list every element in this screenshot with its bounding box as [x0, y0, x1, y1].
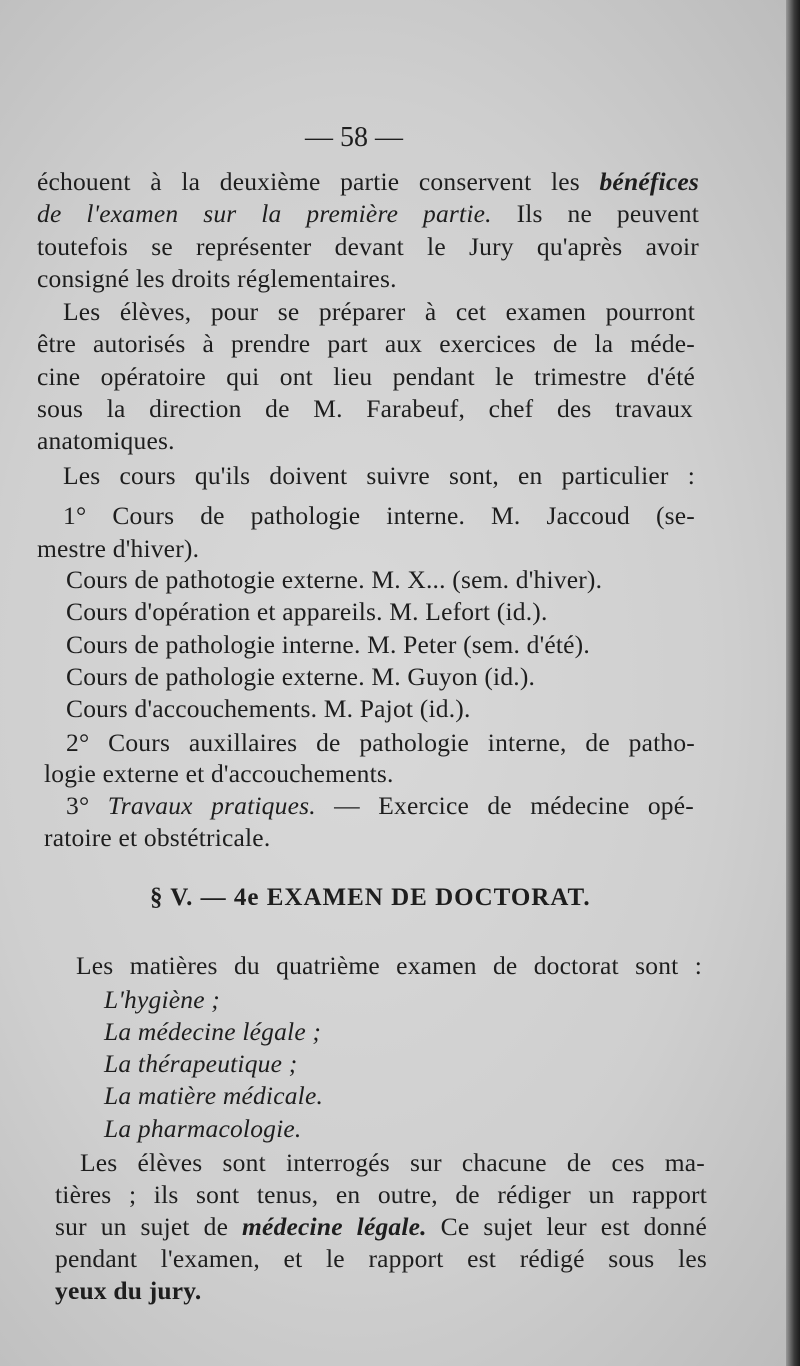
text-line: sous la direction de M. Farabeuf, chef des travaux	[37, 394, 693, 423]
section-heading: § V. — 4e EXAMEN DE DOCTORAT.	[150, 884, 591, 911]
course-line: Cours de pathologie externe. M. Guyon (id.).	[66, 662, 536, 691]
text-line	[55, 1211, 707, 1243]
course-line: Cours de pathotogie externe. M. X... (sem. d'hiver).	[66, 565, 603, 594]
text-line: être autorisés à prendre part aux exercices de la méde-	[37, 329, 695, 358]
subject-item: La médecine légale ;	[104, 1017, 322, 1046]
course-line: Cours de pathologie interne. M. Peter (sem. d'été).	[66, 630, 590, 659]
subject-item: La pharmacologie.	[104, 1114, 302, 1143]
text-line: toutefois se représenter devant le Jury qu'après avoir	[37, 232, 699, 261]
italic-span: bénéfices	[599, 167, 699, 196]
text-line: consigné les droits réglementaires.	[37, 264, 397, 293]
text-span: — Exercice de médecine opé-	[315, 791, 694, 820]
italic-span: de l'examen sur la première partie.	[37, 199, 492, 228]
text-span: échouent à la deuxième partie conservent les	[37, 167, 600, 196]
text-line	[37, 166, 699, 198]
page-edge-shadow	[786, 0, 800, 1366]
text-span: 3°	[66, 791, 108, 820]
course-line: Cours d'accouchements. M. Pajot (id.).	[66, 694, 471, 723]
page-number: — 58 —	[305, 122, 403, 153]
italic-span: Travaux pratiques.	[107, 791, 316, 820]
text-span: Ce sujet leur est donné	[426, 1212, 707, 1241]
text-line: Les cours qu'ils doivent suivre sont, en particulier :	[63, 461, 695, 490]
subject-item: La matière médicale.	[104, 1081, 324, 1110]
text-line: ratoire et obstétricale.	[44, 823, 271, 852]
text-line: 2° Cours auxillaires de pathologie interne, de patho-	[66, 728, 695, 757]
text-line: pendant l'examen, et le rapport est rédigé sous les	[55, 1244, 707, 1273]
text-line: yeux du jury.	[55, 1276, 202, 1305]
subject-item: La thérapeutique ;	[104, 1049, 298, 1078]
text-line: cine opératoire qui ont lieu pendant le trimestre d'été	[37, 362, 695, 391]
subject-item: L'hygiène ;	[104, 985, 220, 1014]
text-line: Les élèves sont interrogés sur chacune de ces ma-	[80, 1148, 705, 1177]
text-line: mestre d'hiver).	[37, 534, 200, 563]
text-line	[66, 790, 694, 822]
text-span: sur un sujet de	[55, 1212, 243, 1241]
course-line: Cours d'opération et appareils. M. Lefort (id.).	[66, 597, 548, 626]
italic-span: médecine légale.	[242, 1212, 427, 1241]
text-line	[37, 198, 699, 230]
text-line: 1° Cours de pathologie interne. M. Jaccoud (se-	[63, 501, 695, 530]
text-line: anatomiques.	[37, 426, 175, 455]
text-line: tières ; ils sont tenus, en outre, de rédiger un rapport	[55, 1180, 707, 1209]
text-line: Les élèves, pour se préparer à cet examen pourront	[63, 297, 695, 326]
text-line: Les matières du quatrième examen de doctorat sont :	[76, 951, 702, 980]
text-span: Ils ne peuvent	[491, 199, 699, 228]
text-line: logie externe et d'accouchements.	[44, 759, 394, 788]
